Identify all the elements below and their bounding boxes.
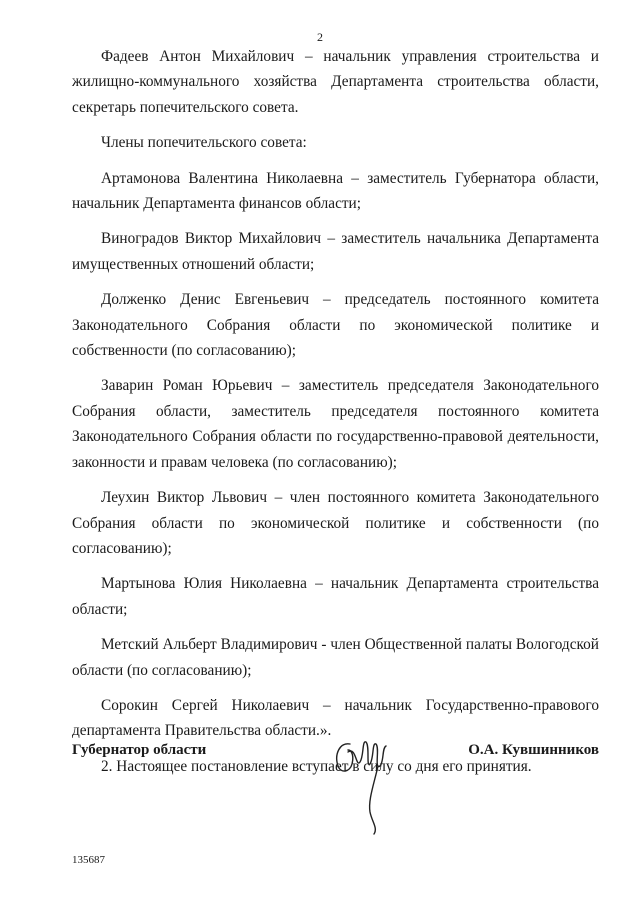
- paragraph-member-artamonova: Артамонова Валентина Николаевна – заместитель Губернатора области, начальник Департамента финансов области;: [72, 169, 599, 213]
- paragraph-member-martynova: Мартынова Юлия Николаевна – начальник Департамента строительства области;: [72, 575, 599, 618]
- paragraph-member-vinogradov: Виноградов Виктор Михайлович – заместитель начальника Департамента имущественных отношений области;: [72, 230, 599, 273]
- paragraph-member-sorokin: Сорокин Сергей Николаевич – начальник Государственно-правового департамента Правительства области.».: [72, 696, 599, 740]
- signatory-position: Губернатор области: [72, 742, 207, 758]
- paragraph-secretary: Фадеев Антон Михайлович – начальник управления строительства и жилищно-коммунального хозяйства Департамента строительства области, секретарь попечительского совета.: [72, 48, 599, 116]
- paragraph-effective-date: 2. Настоящее постановление вступает в силу со дня его принятия.: [101, 757, 532, 775]
- paragraph-members-heading: Члены попечительского совета:: [101, 134, 307, 152]
- handwritten-signature: [326, 728, 398, 836]
- signatory-name: О.А. Кувшинников: [468, 742, 599, 758]
- paragraph-member-zavarin: Заварин Роман Юрьевич – заместитель председателя Законодательного Собрания области, заместитель председателя постоянного комитета Законодательного Собрания области по государственно-правовой деятельности, законности и правам человека (по согласованию);: [72, 377, 599, 471]
- paragraph-member-leukhin: Леухин Виктор Львович – член постоянного комитета Законодательного Собрания области по экономической политике и собственности (по согласованию);: [72, 489, 599, 557]
- page-number: 2: [317, 30, 323, 44]
- paragraph-member-metsky: Метский Альберт Владимирович - член Общественной палаты Вологодской области (по согласованию);: [72, 636, 599, 679]
- paragraph-member-dolzhenko: Долженко Денис Евгеньевич – председатель постоянного комитета Законодательного Собрания области по экономической политике и собственности (по согласованию);: [72, 291, 599, 360]
- document-id: 135687: [72, 854, 105, 866]
- document-body: [72, 44, 599, 789]
